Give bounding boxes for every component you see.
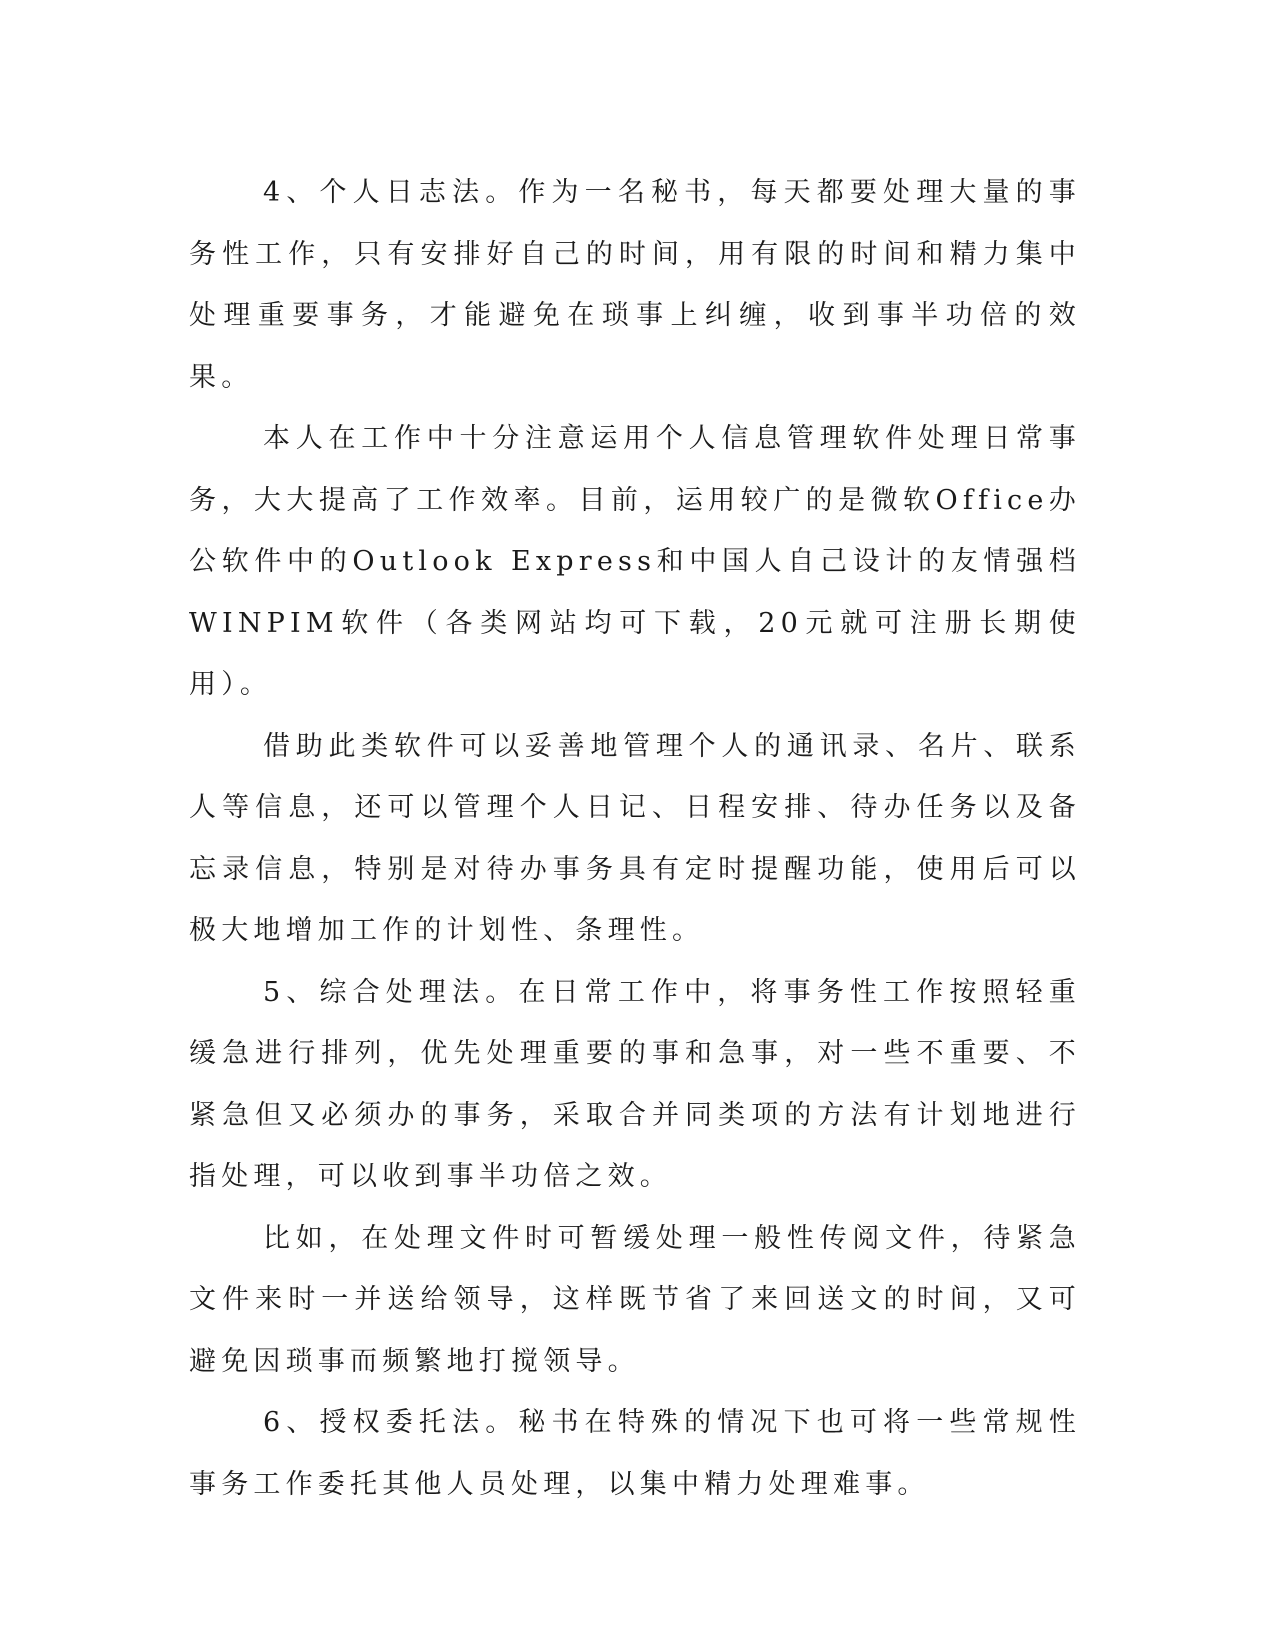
document-body [189,162,1081,1515]
paragraph-software-benefits: 借助此类软件可以妥善地管理个人的通讯录、名片、联系人等信息，还可以管理个人日记、日程安排、待办任务以及备忘录信息，特别是对待办事务具有定时提醒功能，使用后可以极大地增加工作的计划性、条理性。 [189,730,1081,946]
paragraph-delegation-method: 6、授权委托法。秘书在特殊的情况下也可将一些常规性事务工作委托其他人员处理，以集中精力处理难事。 [189,1407,1081,1500]
paragraph-personal-log-method: 4、个人日志法。作为一名秘书，每天都要处理大量的事务性工作，只有安排好自己的时间，用有限的时间和精力集中处理重要事务，才能避免在琐事上纠缠，收到事半功倍的效果。 [189,177,1081,393]
paragraph-pim-software: 本人在工作中十分注意运用个人信息管理软件处理日常事务，大大提高了工作效率。目前，运用较广的是微软Office办公软件中的Outlook Express和中国人自己设计的友情强档WINPIM软件（各类网站均可下载，20元就可注册长期使用）。 [189,423,1081,700]
paragraph-comprehensive-method: 5、综合处理法。在日常工作中，将事务性工作按照轻重缓急进行排列，优先处理重要的事和急事，对一些不重要、不紧急但又必须办的事务，采取合并同类项的方法有计划地进行指处理，可以收到事半功倍之效。 [189,976,1081,1192]
paragraph-example: 比如，在处理文件时可暂缓处理一般性传阅文件，待紧急文件来时一并送给领导，这样既节省了来回送文的时间，又可避免因琐事而频繁地打搅领导。 [189,1222,1081,1377]
